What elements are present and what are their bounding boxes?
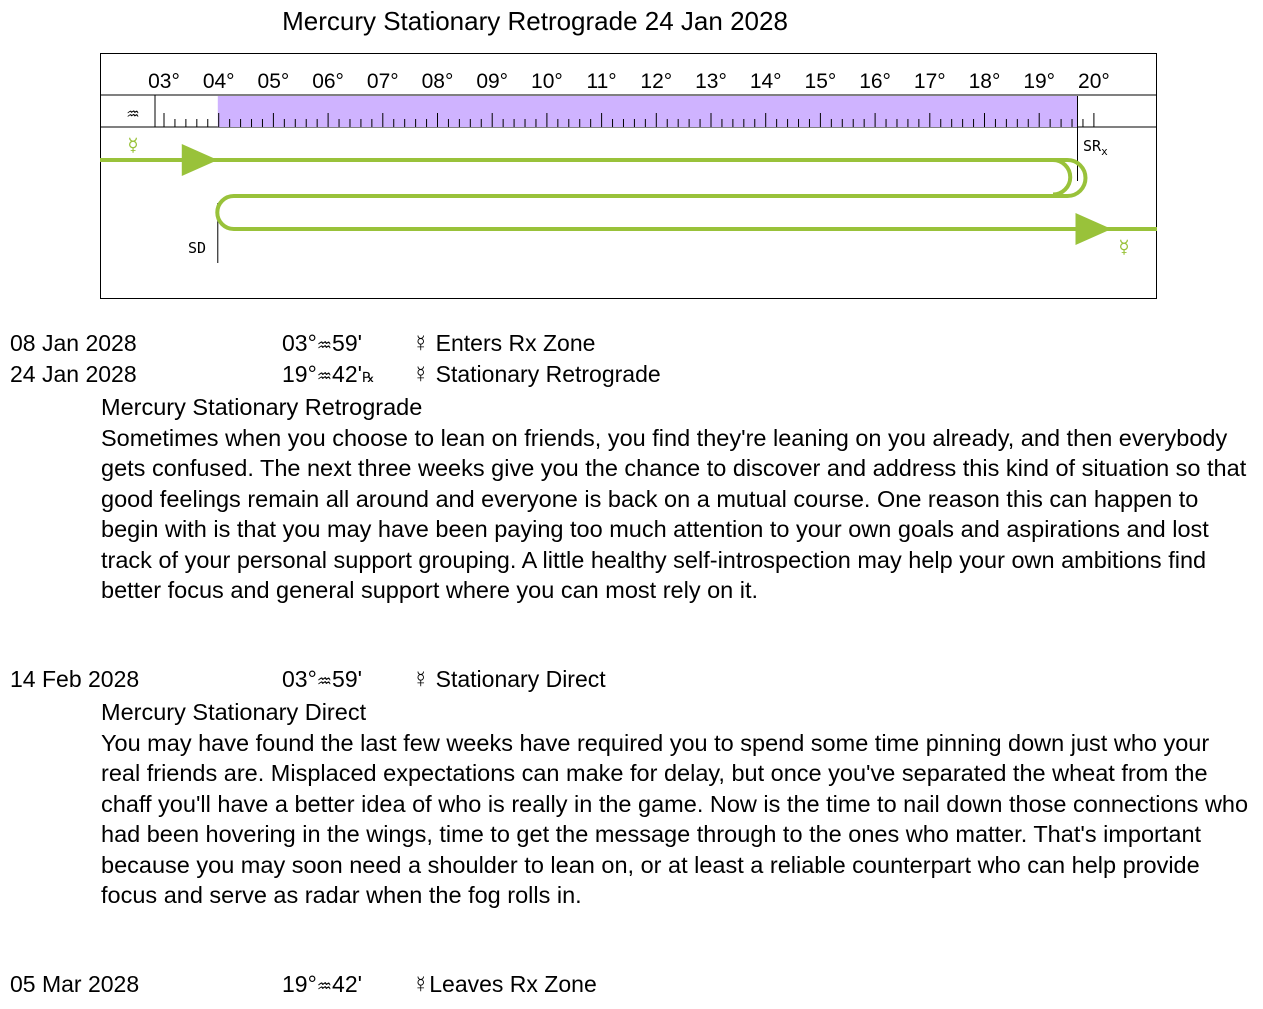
degree-label: 19°	[1023, 70, 1056, 93]
interpretation-heading: Mercury Stationary Retrograde	[101, 394, 423, 420]
degree-label: 09°	[476, 70, 509, 93]
degree-label: 08°	[421, 70, 454, 93]
event-position: 03°♒59'	[282, 330, 363, 356]
degree-label: 03°	[148, 70, 180, 93]
start-planet-glyph: ☿	[127, 135, 139, 156]
event-name: ☿ Stationary Retrograde	[412, 361, 661, 387]
event-date: 14 Feb 2028	[10, 666, 140, 692]
degree-label: 15°	[804, 70, 837, 93]
degree-label: 14°	[749, 70, 782, 93]
interpretation-text: Sometimes when you choose to lean on friends, you find they're leaning on you already, and then everybody gets confused. The next three weeks give you the chance to discover and address this kind of situation so that good feelings remain all around and everyone is back on a mutual course. One reason this can happen to begin with is that you may have been paying too much attention to your own goals and aspirations and lost track of your personal support grouping. A little healthy self-introspection may help your own ambitions find better focus and general support where you can most rely on it.	[101, 424, 1247, 603]
interpretation-retrograde	[101, 392, 1251, 606]
interpretation-heading: Mercury Stationary Direct	[101, 699, 367, 725]
degree-label: 12°	[640, 70, 673, 93]
event-position: 03°♒59'	[282, 666, 363, 692]
sr-label: $SR_x$	[1083, 137, 1108, 158]
mercury-glyph: ☿	[412, 666, 430, 692]
degree-label: 16°	[859, 70, 891, 93]
event-position: 19°♒42'℞	[282, 361, 375, 387]
degree-label: 18°	[968, 70, 1001, 93]
degree-label: 20°	[1078, 70, 1110, 93]
event-date: 05 Mar 2028	[10, 971, 140, 997]
degree-label: 11°	[586, 70, 617, 93]
event-date: 24 Jan 2028	[10, 361, 137, 387]
degree-label: 17°	[913, 70, 946, 93]
sd-label: SD	[188, 239, 207, 257]
event-name: ☿ Stationary Direct	[412, 666, 606, 692]
degree-label: 04°	[202, 70, 235, 93]
event-position: 19°♒42'	[282, 971, 363, 997]
mercury-glyph: ☿	[412, 971, 430, 997]
interpretation-text: You may have found the last few weeks have required you to spend some time pinning down just who your real friends are. Misplaced expectations can make for delay, but once you've separated the wheat from the chaff you'll have a better idea of who is really in the game. Now is the time to nail down those connections who had been hovering in the wings, time to get the message through to the ones who matter. That's important because you may soon need a shoulder to lean on, or at least a reliable counterpart who can help provide focus and serve as radar when the fog rolls in.	[101, 729, 1249, 908]
degree-label: 10°	[531, 70, 563, 93]
degree-label: 06°	[312, 70, 344, 93]
retrograde-diagram	[100, 53, 1158, 300]
end-planet-glyph: ☿	[1118, 237, 1130, 258]
event-date: 08 Jan 2028	[10, 330, 137, 356]
degree-label: 07°	[366, 70, 399, 93]
event-name: ☿ Enters Rx Zone	[412, 330, 596, 356]
degree-label: 13°	[695, 70, 727, 93]
rx-zone-shade	[218, 96, 1078, 127]
sign-glyph: ♒	[126, 105, 140, 123]
page-title: Mercury Stationary Retrograde 24 Jan 2028	[282, 6, 788, 36]
mercury-glyph: ☿	[412, 361, 430, 387]
event-name: ☿Leaves Rx Zone	[412, 971, 597, 997]
interpretation-direct	[101, 697, 1251, 911]
mercury-glyph: ☿	[412, 330, 430, 356]
degree-label: 05°	[257, 70, 290, 93]
